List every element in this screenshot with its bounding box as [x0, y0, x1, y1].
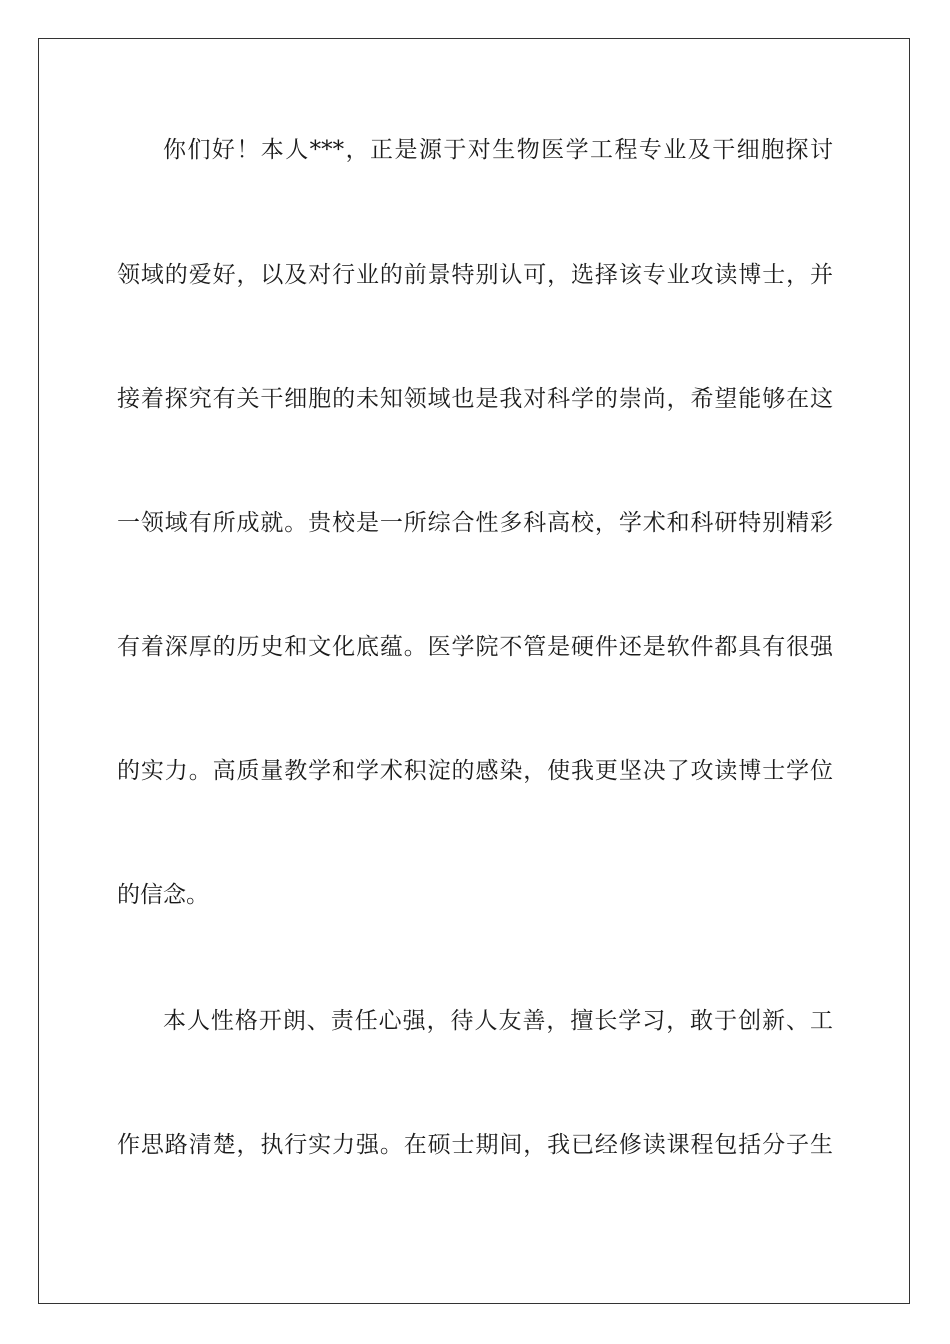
paragraph-1-line-3: 接着探究有关干细胞的未知领域也是我对科学的崇尚，希望能够在这 — [117, 386, 833, 412]
paragraph-1-line-2: 领域的爱好，以及对行业的前景特别认可，选择该专业攻读博士，并 — [117, 262, 833, 288]
paragraph-1-line-4: 一领域有所成就。贵校是一所综合性多科高校，学术和科研特别精彩 — [117, 510, 833, 536]
paragraph-2-line-2: 作思路清楚，执行实力强。在硕士期间，我已经修读课程包括分子生 — [117, 1132, 833, 1158]
paragraph-1-line-7: 的信念。 — [117, 882, 209, 908]
paragraph-1-line-5: 有着深厚的历史和文化底蕴。医学院不管是硬件还是软件都具有很强 — [117, 634, 833, 660]
page-border — [38, 38, 910, 1304]
paragraph-2-line-1: 本人性格开朗、责任心强，待人友善，擅长学习，敢于创新、工 — [163, 1008, 833, 1034]
paragraph-1-line-1: 你们好！本人***，正是源于对生物医学工程专业及干细胞探讨 — [163, 137, 833, 163]
paragraph-1-line-6: 的实力。高质量教学和学术积淀的感染，使我更坚决了攻读博士学位 — [117, 758, 833, 784]
